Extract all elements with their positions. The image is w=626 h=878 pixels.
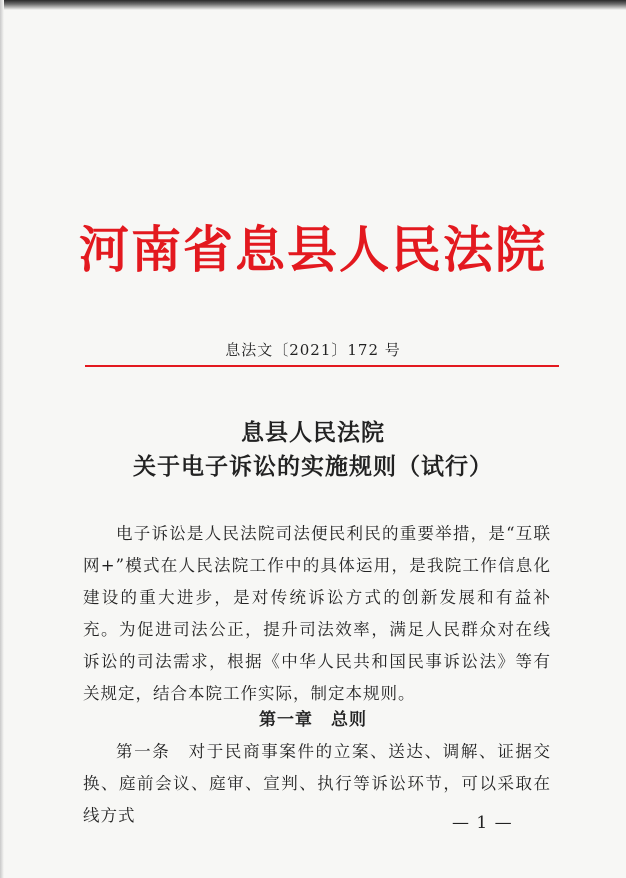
organization-header: 河南省息县人民法院 <box>79 220 547 279</box>
scan-top-edge <box>0 0 626 10</box>
document-number: 息法文〔2021〕172 号 <box>225 341 401 359</box>
page-number: — 1 — <box>452 813 513 833</box>
document-title-line2: 关于电子诉讼的实施规则（试行） <box>133 453 493 480</box>
chapter-heading: 第一章 总则 <box>259 710 367 730</box>
intro-paragraph: 电子诉讼是人民法院司法便民利民的重要举措，是“互联网+”模式在人民法院工作中的具体运用，是我院工作信息化建设的重大进步，是对传统诉讼方式的创新发展和有益补充。为促进司法公正，提升司法效率，满足人民群众对在线诉讼的司法需求，根据《中华人民共和国民事诉讼法》等有关规定，结合本院工作实际，制定本规则。 <box>83 524 551 703</box>
red-divider <box>85 365 559 367</box>
document-title-line1: 息县人民法院 <box>241 419 385 446</box>
article-1-paragraph: 第一条 对于民商事案件的立案、送达、调解、证据交换、庭前会议、庭审、宣判、执行等诉讼环节，可以采取在线方式 <box>83 742 551 825</box>
